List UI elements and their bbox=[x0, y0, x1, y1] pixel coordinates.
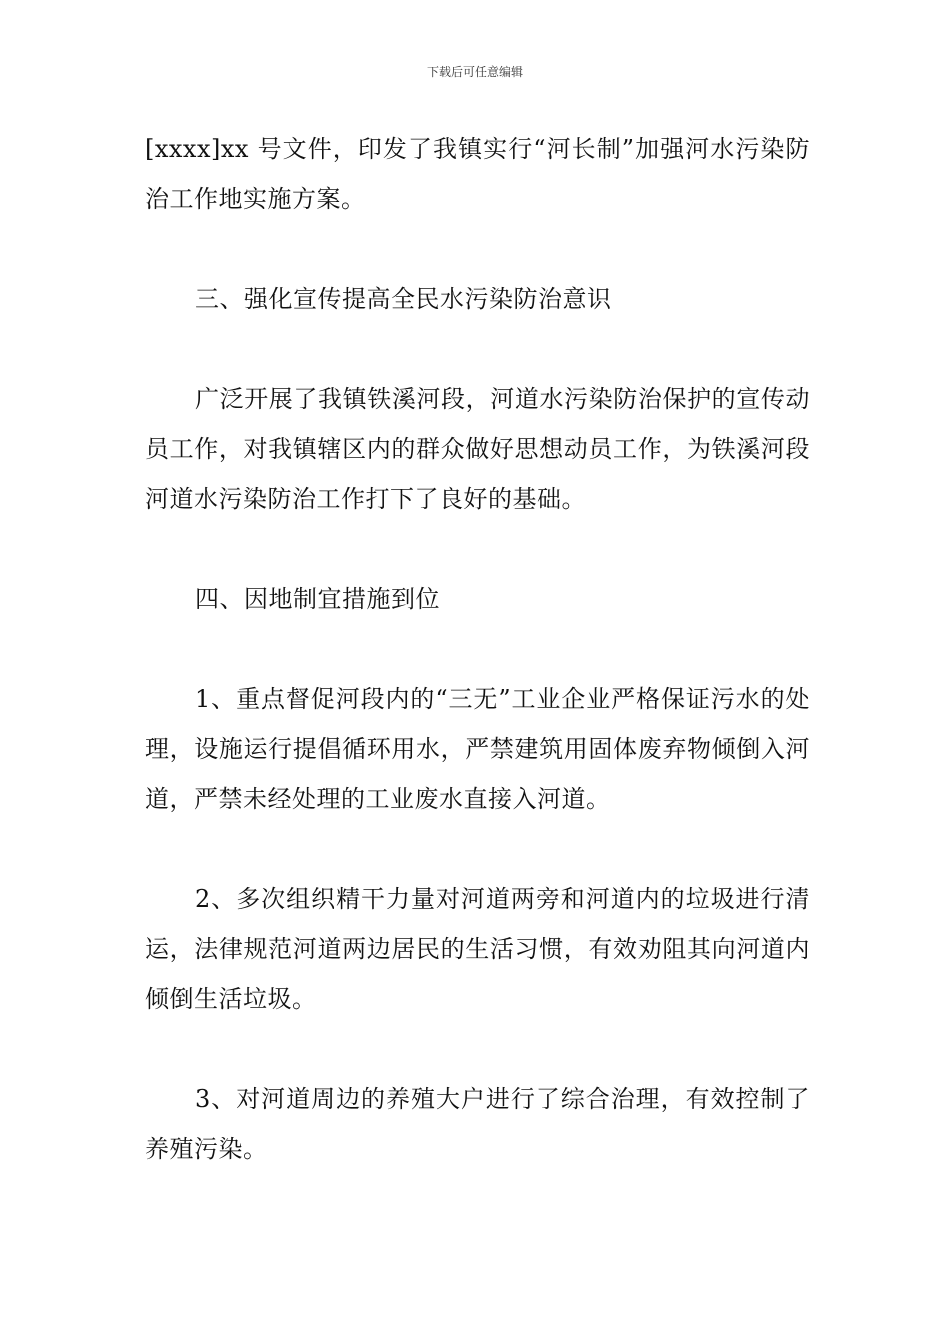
paragraph-gap bbox=[145, 224, 810, 274]
paragraph-gap bbox=[145, 324, 810, 374]
paragraph-gap bbox=[145, 824, 810, 874]
paragraph-publicity: 广泛开展了我镇铁溪河段，河道水污染防治保护的宣传动员工作，对我镇辖区内的群众做好思想动员工作，为铁溪河段河道水污染防治工作打下了良好的基础。 bbox=[145, 385, 810, 513]
list-item-1: 1、重点督促河段内的“三无”工业企业严格保证污水的处理，设施运行提倡循环用水，严禁建筑用固体废弃物倾倒入河道，严禁未经处理的工业废水直接入河道。 bbox=[145, 685, 810, 813]
paragraph-continuation: [xxxx]xx 号文件，印发了我镇实行“河长制”加强河水污染防治工作地实施方案。 bbox=[145, 135, 810, 213]
list-item-2: 2、多次组织精干力量对河道两旁和河道内的垃圾进行清运，法律规范河道两边居民的生活习惯，有效劝阻其向河道内倾倒生活垃圾。 bbox=[145, 885, 810, 1013]
list-item-3: 3、对河道周边的养殖大户进行了综合治理，有效控制了养殖污染。 bbox=[145, 1085, 810, 1163]
paragraph-gap bbox=[145, 624, 810, 674]
paragraph-gap bbox=[145, 524, 810, 574]
paragraph-gap bbox=[145, 1024, 810, 1074]
document-body bbox=[145, 124, 810, 1174]
section-heading-4: 四、因地制宜措施到位 bbox=[195, 585, 440, 613]
section-heading-3: 三、强化宣传提高全民水污染防治意识 bbox=[195, 285, 612, 313]
page-header: 下载后可任意编辑 bbox=[426, 65, 523, 79]
